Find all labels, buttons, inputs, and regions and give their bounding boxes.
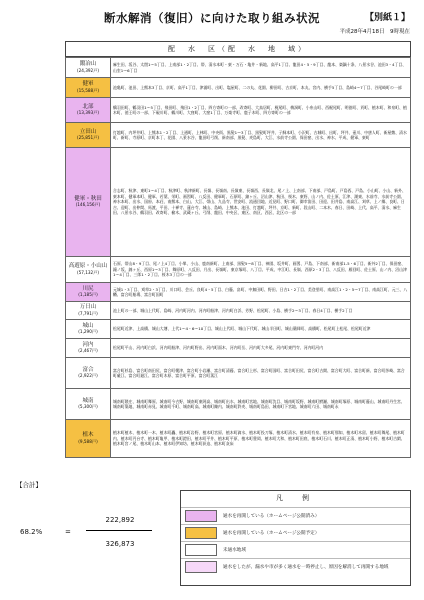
area-name: 北部: [82, 103, 94, 110]
area-name: 健軍: [82, 81, 94, 88]
area-towns: 池亀町、池田、上熊本3丁目、京町、高平1丁目、津浦町、出町、塩屋町、二の丸、花園、柳田町、古京町、本丸、宮内、横手5丁目、島崎4～7丁目、谷尾崎町の一部: [111, 78, 411, 98]
area-name-cell: [66, 123, 111, 148]
area-name-cell: [66, 58, 111, 78]
area-households: (2,467戸): [78, 348, 98, 353]
area-towns: 麻生田、坂谷、太閤1～5丁目、上南部1・2丁目、帯、清水本町・東・万石・亀井・新地、高平1丁目、龍田4・5・9丁目、龍本、楽鍋十条、八景水谷、池田3・4丁目、山室1～6丁目: [111, 58, 411, 78]
area-name-cell: [66, 358, 111, 389]
area-name-cell: [66, 257, 111, 283]
legend-swatch: [185, 544, 217, 556]
area-row: [66, 420, 411, 458]
legend: [180, 490, 411, 586]
column-header: 配 水 区（配 水 地 域）: [65, 41, 411, 57]
legend-label: 通水をしたが、漏水や市が多く通水を一時停止し、原因を解消して再開する地域: [223, 565, 389, 570]
area-households: (15,588戸): [76, 87, 100, 93]
area-households: (9,588戸): [78, 438, 98, 444]
area-name-cell: [66, 339, 111, 358]
page-title: 断水解消（復旧）に向けた取り組み状況: [104, 11, 320, 25]
ratio-denominator: 326,873: [105, 540, 135, 548]
area-towns: 池上町の一部、城山上代町、島崎、河内町河内、河内町船津、河内町白浜、芳野、松尾町、小島、横手2～3丁目、春日4丁目、横手2丁目: [111, 302, 411, 320]
area-towns: 松尾町近津、上高橋、城山大塘、上代1～4・6～10丁目、城山上代町、城山下代町、城山半田町、城山薬師町、高橋町、松尾町上松尾、松尾町近津: [111, 320, 411, 339]
appendix-label: 【別紙１】: [364, 13, 410, 23]
area-towns: 打越町、内坪井町、上熊本1・2丁目、上通町、上林町、中央街、黒髪1～3丁目、黒髪町坪井、子飼本町、小沢町、古城町、出町、坪井、壺川、中唐人町、新屋敷、清水町、新町、寺原町、京町本丁、花園、八景水谷、龍田町弓削、新南部、黒髪、麦島町、大江、水前寺公園、保田窪、出水、神水、平成、健軍、東町: [111, 123, 411, 148]
legend-label: 通水を再開している（ホームページ公開予定）: [223, 531, 320, 536]
timestamp: 平成28年4月18日 9時現在: [339, 29, 410, 35]
area-row: [66, 389, 411, 420]
area-table: [65, 57, 411, 458]
legend-swatch: [185, 527, 217, 539]
area-towns: 合志町、秋津、東町1～4丁目、秋津町、秋津新町、長嶺、長嶺南、長嶺東、長嶺西、長嶺北、尾ノ上、上南部、下南部、戸島町、戸島西、戸島、小山町、小山、新外、東本町、健軍本町、健軍、若葉、栄町、画図町、八反田、健軍町、石原町、錦ヶ丘、沼山津、秋田、桜木、東野、山ノ内、佐土原、江津、湖東、水前寺、水前寺公園、神水本町、出水、国府、本荘、南熊本、白山、大江、帯山、九品寺、世安町、流通団地、近見町、野口町、御幸笛田、田迎、田井島、南高江、刈草、上ノ郷、良町、日吉、迎町、出仲間、馬渡、平田、十禅寺、蓮台寺、城山、島崎、上熊本、池田、打越町、坪井、京町、新町、段山町、二本木、春日、田崎、上代、高平、清水、麻生田、八景水谷、鶴羽田、改寄町、楡木、武蔵ヶ丘、弓削、龍田、中央区、東区、南区、西区、北区の一部: [111, 148, 411, 257]
area-towns: 鶴羽田町、鶴羽田1～5丁目、飛田町、飛田1・2丁目、四方寄町の一部、改寄町、大鳥居町、梶尾町、梅洞町、小糸山町、西梶尾町、明徳町、貢町、植木町、和泉町、植木町、徳王町の一部、下硯川町、鶴川町、大窪町、大窪1丁目、万楽寺町、鹿子木町、四方寄町の一部: [111, 98, 411, 123]
legend-label: 通水を再開している（ホームページ公開済み）: [223, 514, 320, 519]
area-name: 立田山: [79, 128, 97, 135]
area-towns: 富合町杉島、富合町南田尻、富合町榎津、富合町小岩瀬、富合町清藤、富合町上杉、富合町国町、富合町田尻、富合町古閑、富合町大町、富合町新、富合町莎崎、富合町硴江、富合町廻江、富合町木原、富合町平原、富合町菰江: [111, 358, 411, 389]
area-name-cell: [66, 148, 111, 257]
area-row: [66, 58, 411, 78]
area-name: 鍛冶山: [79, 61, 97, 68]
legend-swatch: [185, 510, 217, 522]
area-name-cell: [66, 320, 111, 339]
area-name-cell: [66, 389, 111, 420]
area-name: 植木: [82, 432, 94, 439]
area-row: [66, 320, 411, 339]
area-row: [66, 302, 411, 320]
legend-item: [181, 507, 410, 524]
area-name-cell: [66, 302, 111, 320]
area-towns: 元城1・3丁目、刈草2・3丁目、川口町、会丘、良町4・5丁目、白藤、畠町、中無田町、野田、日吉1・2丁目、美登里町、南高江1・2・5～7丁目、南高江町、元三、八幡、富合町船場、富合町国町: [111, 283, 411, 302]
area-households: (25,851戸): [76, 135, 100, 140]
area-row: [66, 123, 411, 148]
area-households: (57,132戸): [76, 269, 100, 275]
summary-title: 【合計】: [16, 481, 42, 489]
legend-item: [181, 524, 410, 541]
area-towns: 松尾町平山、河内町白浜、河内町船津、河内町野出、河内町面木、河内町岳、河内町大多尾、河内町東門寺、河内町河内: [111, 339, 411, 358]
area-row: [66, 257, 411, 283]
area-name: 河内: [82, 341, 94, 348]
area-row: [66, 339, 411, 358]
ratio-percent: 68.2%: [20, 528, 43, 536]
legend-label: 未通水地域: [223, 548, 246, 553]
area-households: (24,392戸): [76, 67, 100, 73]
area-households: (7,791戸): [78, 310, 98, 316]
area-name: 城山: [82, 322, 94, 329]
area-towns: 城南町隈庄、城南町舞原、城南町今吉野、城南町東阿高、城南町出水、城南町宮地、城南町沈目、城南町坂野、城南町鰐瀬、城南町塚原、城南町藤山、城南町丹生宮、城南町築地、城南町赤見、城南町千町、城南町高、城南町陳内、城南町鈴麦、城南町島田、城南町下宮地、城南町六田、城南町永: [111, 389, 411, 420]
area-households: (13,393戸): [76, 110, 100, 115]
area-households: (146,156戸): [75, 202, 101, 207]
legend-item: [181, 558, 410, 575]
area-households: (5,300戸): [78, 404, 98, 409]
area-name: 城南: [82, 397, 94, 404]
area-name-cell: [66, 98, 111, 123]
area-name: 健軍・秋田: [74, 195, 102, 202]
ratio-equals: =: [65, 528, 71, 536]
area-towns: 植木町植木、植木町一木、植木町轟、植木町岩野、植木町宮原、植木町滴水、植木町投刀塚、植木町清水、植木町有泉、植木町那知、植木町木留、植木町舞尾、植木町内、植木町円台寺、植木町亀甲、植木町鐙田、植木町平井、植木町平原、植木町豊岡、植木町大和、植木町田底、植木町石川、植木町正清、植木町小野、植木町古閑、植木町宮ノ尾、植木町山本、植木町伊知坊、植木町荻迫、植木町灰床: [111, 420, 411, 458]
area-row: [66, 78, 411, 98]
area-name: 万日山: [79, 304, 97, 311]
ratio-divider: [86, 530, 152, 531]
area-name: 富合: [82, 366, 94, 373]
area-row: [66, 283, 411, 302]
area-households: (2,922戸): [78, 373, 98, 378]
legend-swatch: [185, 561, 217, 573]
legend-item: [181, 541, 410, 558]
area-name: 高遊原・小山山: [68, 263, 108, 270]
area-households: (1,185戸): [78, 292, 98, 297]
area-towns: 石原、帯山8・9丁目、尾ノ上4丁目、小峯、小山、鹿南新町、上南部、黒髪5～8丁目、神園、坂井町、画図、戸島、下南部、新南部1-5・6丁目、新外2丁目、保田窪、鐘ノ坂、錦ヶ丘、西原1～3丁目、舞原町、八反田、月出、長嶺町、東京塚町、八丁目、平成、中江町、長嶺、西原2・3丁目、八反田、雁回町、佐土原、山ノ内、沼山津1～4丁目、三郎1・2丁目、桜木3丁目の一部: [111, 257, 411, 283]
area-households: (1,290戸): [78, 329, 98, 334]
area-row: [66, 358, 411, 389]
legend-title: 凡 例: [276, 494, 315, 502]
area-name-cell: [66, 283, 111, 302]
area-name-cell: [66, 78, 111, 98]
area-row: [66, 98, 411, 123]
area-name-cell: [66, 420, 111, 458]
area-row: [66, 148, 411, 257]
area-name: 川尻: [82, 285, 94, 292]
ratio-numerator: 222,892: [105, 516, 135, 524]
